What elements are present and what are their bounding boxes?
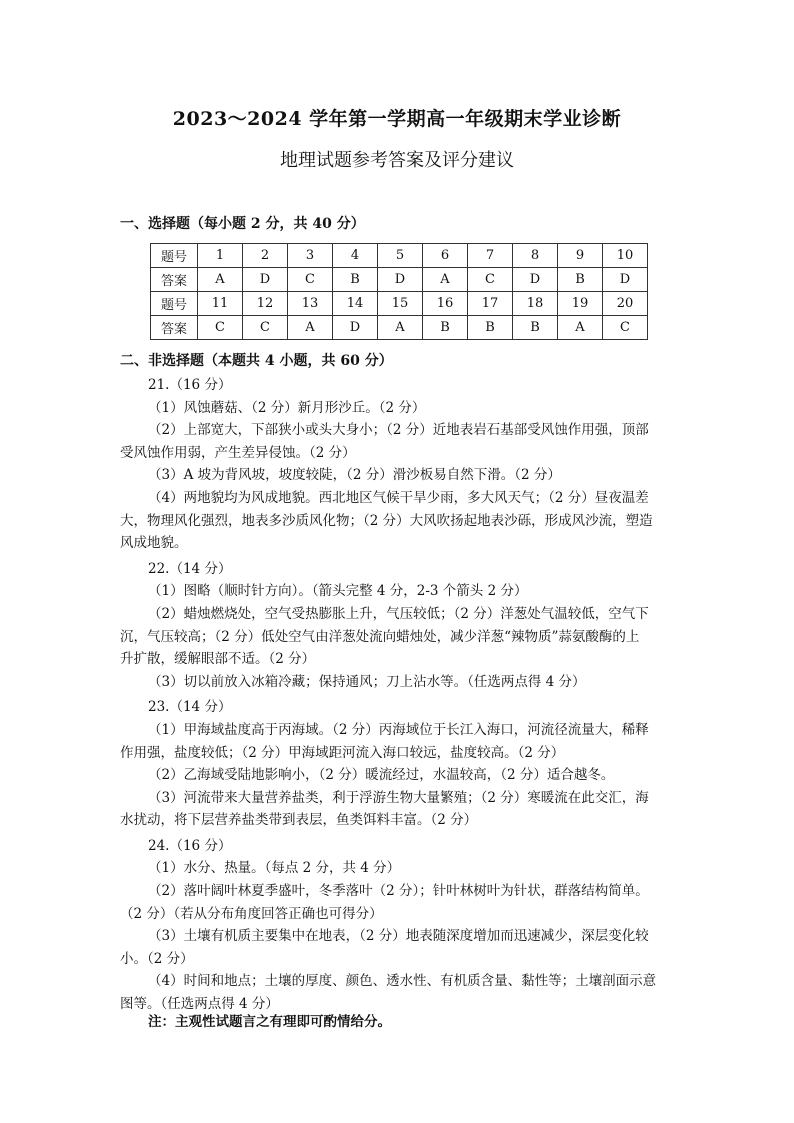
answer-line: 作用强，盐度较低；（2 分）甲海域距河流入海口较远，盐度较高。（2 分） bbox=[120, 744, 565, 761]
answer-line: （2）上部宽大，下部狭小或头大身小；（2 分）近地表岩石基部受风蚀作用强，顶部 bbox=[148, 422, 649, 439]
table-cell: 16 bbox=[423, 292, 468, 316]
answer-line: （3）A 坡为背风坡，坡度较陡，（2 分）滑沙板易自然下滑。（2 分） bbox=[148, 467, 561, 484]
table-row bbox=[151, 244, 648, 268]
table-cell: A bbox=[423, 268, 468, 292]
answer-line: 受风蚀作用弱，产生差异侵蚀。（2 分） bbox=[120, 444, 356, 461]
page-title: 2023～2024 学年第一学期高一年级期末学业诊断 bbox=[172, 108, 622, 130]
section2-heading: 二、非选择题（本题共 4 小题，共 60 分） bbox=[120, 353, 393, 369]
table-cell: 6 bbox=[423, 244, 468, 268]
question-header: 22.（14 分） bbox=[148, 560, 232, 577]
table-cell: D bbox=[378, 268, 423, 292]
answer-line: （1）甲海域盐度高于丙海域。（2 分）丙海域位于长江入海口，河流径流量大，稀释 bbox=[148, 721, 649, 738]
answer-line: （1）水分、热量。（每点 2 分，共 4 分） bbox=[148, 860, 401, 877]
question-header: 24.（16 分） bbox=[148, 837, 232, 854]
answer-line: 升扩散，缓解眼部不适。（2 分） bbox=[120, 651, 316, 668]
table-cell: B bbox=[423, 316, 468, 340]
table-cell: 8 bbox=[513, 244, 558, 268]
table-cell: 11 bbox=[198, 292, 243, 316]
table-row bbox=[151, 316, 648, 340]
table-cell: C bbox=[288, 268, 333, 292]
answer-line: （4）时间和地点；土壤的厚度、颜色、透水性、有机质含量、黏性等；土壤剖面示意 bbox=[148, 973, 657, 990]
row-label: 题号 bbox=[151, 244, 198, 268]
grading-note: 注：主观性试题言之有理即可酌情给分。 bbox=[148, 1014, 391, 1030]
question-22 bbox=[120, 558, 676, 694]
table-cell: 14 bbox=[333, 292, 378, 316]
row-label: 答案 bbox=[151, 316, 198, 340]
table-cell: B bbox=[468, 316, 513, 340]
question-21 bbox=[120, 374, 676, 555]
table-row bbox=[151, 292, 648, 316]
table-cell: A bbox=[558, 316, 603, 340]
answers-body bbox=[120, 374, 676, 1016]
row-label: 答案 bbox=[151, 268, 198, 292]
answer-line: （1）图略（顺时针方向）。（箭头完整 4 分，2-3 个箭头 2 分） bbox=[148, 583, 528, 600]
question-header: 23.（14 分） bbox=[148, 699, 232, 716]
table-cell: 13 bbox=[288, 292, 333, 316]
table-cell: 17 bbox=[468, 292, 513, 316]
table-cell: C bbox=[243, 316, 288, 340]
table-cell: D bbox=[513, 268, 558, 292]
table-cell: C bbox=[468, 268, 513, 292]
table-cell: B bbox=[513, 316, 558, 340]
row-label: 题号 bbox=[151, 292, 198, 316]
table-cell: 18 bbox=[513, 292, 558, 316]
answer-line: 风成地貌。 bbox=[120, 535, 188, 552]
answer-table bbox=[150, 243, 648, 340]
answer-line: （2）落叶阔叶林夏季盛叶，冬季落叶（2 分）；针叶林树叶为针状，群落结构简单。 bbox=[148, 883, 649, 900]
table-cell: A bbox=[198, 268, 243, 292]
table-cell: 12 bbox=[243, 292, 288, 316]
answer-line: （2）乙海域受陆地影响小，（2 分）暖流经过，水温较高，（2 分）适合越冬。 bbox=[148, 767, 615, 784]
table-cell: 15 bbox=[378, 292, 423, 316]
table-cell: C bbox=[198, 316, 243, 340]
table-row bbox=[151, 268, 648, 292]
answer-line: （2）蜡烛燃烧处，空气受热膨胀上升，气压较低；（2 分）洋葱处气温较低，空气下 bbox=[148, 605, 649, 622]
table-cell: A bbox=[288, 316, 333, 340]
page-subtitle: 地理试题参考答案及评分建议 bbox=[280, 150, 514, 171]
answer-line: （3）土壤有机质主要集中在地表，（2 分）地表随深度增加而迅速减少，深层变化较 bbox=[148, 928, 649, 945]
table-cell: 19 bbox=[558, 292, 603, 316]
question-23 bbox=[120, 696, 676, 832]
section1-heading: 一、选择题（每小题 2 分，共 40 分） bbox=[120, 216, 365, 232]
table-cell: D bbox=[333, 316, 378, 340]
table-cell: 9 bbox=[558, 244, 603, 268]
table-cell: C bbox=[603, 316, 648, 340]
question-24 bbox=[120, 835, 676, 1016]
table-cell: 2 bbox=[243, 244, 288, 268]
table-cell: 20 bbox=[603, 292, 648, 316]
answer-line: 小。（2 分） bbox=[120, 950, 194, 967]
answer-line: （2 分）（若从分布角度回答正确也可得分） bbox=[120, 905, 383, 922]
table-cell: D bbox=[243, 268, 288, 292]
table-cell: 4 bbox=[333, 244, 378, 268]
answer-line: 大，物理风化强烈，地表多沙质风化物；（2 分）大风吹扬起地表沙砾，形成风沙流，塑造 bbox=[120, 512, 653, 529]
answer-line: 沉，气压较高；（2 分）低处空气由洋葱处流向蜡烛处，减少洋葱“辣物质”蒜氨酸酶的上 bbox=[120, 628, 640, 645]
answer-line: （3）切以前放入冰箱冷藏；保持通风；刀上沾水等。（任选两点得 4 分） bbox=[148, 673, 586, 690]
answer-line: （1）风蚀蘑菇、（2 分）新月形沙丘。（2 分） bbox=[148, 399, 426, 416]
question-header: 21.（16 分） bbox=[148, 377, 232, 393]
table-cell: 5 bbox=[378, 244, 423, 268]
table-cell: B bbox=[558, 268, 603, 292]
table-cell: 1 bbox=[198, 244, 243, 268]
table-cell: 10 bbox=[603, 244, 648, 268]
table-cell: D bbox=[603, 268, 648, 292]
answer-line: （4）两地貌均为风成地貌。西北地区气候干旱少雨，多大风天气；（2 分）昼夜温差 bbox=[148, 489, 649, 506]
table-cell: A bbox=[378, 316, 423, 340]
table-cell: B bbox=[333, 268, 378, 292]
answer-line: 水扰动，将下层营养盐类带到表层，鱼类饵料丰富。（2 分） bbox=[120, 812, 478, 829]
table-cell: 7 bbox=[468, 244, 513, 268]
answer-line: 图等。（任选两点得 4 分） bbox=[120, 996, 279, 1013]
table-cell: 3 bbox=[288, 244, 333, 268]
answer-line: （3）河流带来大量营养盐类，利于浮游生物大量繁殖；（2 分）寒暖流在此交汇，海 bbox=[148, 789, 649, 806]
